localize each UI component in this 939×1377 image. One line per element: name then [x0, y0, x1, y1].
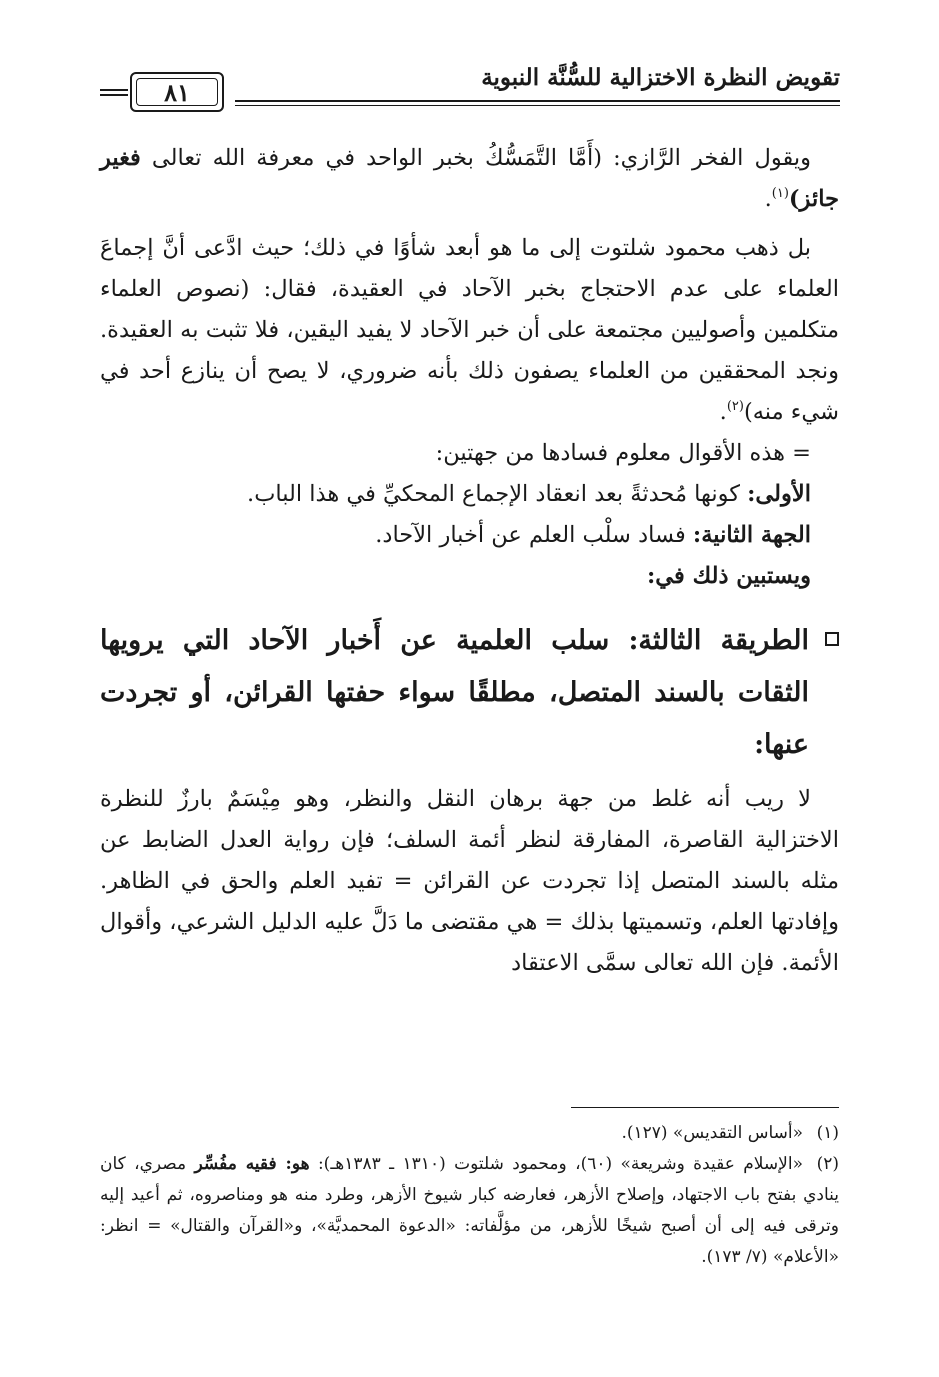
paragraph-shaltut-quote [100, 228, 839, 433]
main-text [100, 138, 839, 984]
paragraph-refutation: لا ريب أنه غلط من جهة برهان النقل والنظر، وهو مِيْسَمٌ بارزٌ للنظرة الاختزالية القاصرة، المفارقة لنظر أئمة السلف؛ فإن رواية العدل الضابط عن مثله بالسند المتصل إذا تجردت عن القرائن = تفيد العلم والحق في الظاهر. وإفادتها العلم، وتسميتها بذلك = هي مقتضى ما دَلَّ عليه الدليل الشرعي، وأقوال الأئمة. فإن الله تعالى سمَّى الاعتقاد [100, 786, 839, 976]
page-number-rule [100, 94, 128, 96]
page-header [100, 62, 840, 112]
paragraph-text: . [764, 186, 772, 212]
square-bullet-icon [825, 632, 839, 646]
footnote-text: مصري، كان ينادي بفتح باب الاجتهاد، وإصلاح الأزهر، فعارضه كبار شيوخ الأزهر، وطرد منه هو ومناصروه، ثم أعيد إليه وترقى فيه إلى أن أصبح شيخًا للأزهر، من مؤلَّفاته: «الدعوة المحمديَّة»، و«القرآن والقتال» = انظر: «الأعلام» (٧/ ١٧٣). [100, 1154, 840, 1267]
paragraph-second-aspect [100, 515, 839, 556]
bold-label: الأولى: [747, 481, 811, 507]
paragraph-text: فساد سلْب العلم عن أخبار الآحاد. [375, 522, 693, 548]
paragraph-text: بل ذهب محمود شلتوت إلى ما هو أبعد شأوًا في ذلك؛ حيث ادَّعى أنَّ إجماعَ العلماء على عدم الاحتجاج بخبر الآحاد في العقيدة، فقال: (نصوص العلماء متكلمين وأصوليين مجتمعة على أن خبر الآحاد لا يفيد اليقين، فلا تثبت به العقيدة. ونجد المحققين من العلماء يصفون ذلك بأنه ضروري، لا يصح أن ينازع أحد في شيء منه) [100, 235, 839, 425]
bold-label: الجهة الثانية: [692, 522, 811, 548]
page-number-frame [130, 72, 224, 112]
footnote-divider [571, 1107, 839, 1108]
footnote-number: (٢) [816, 1154, 839, 1174]
running-title: تقويض النظرة الاختزالية للسُّنَّة النبوية [481, 64, 840, 91]
page-number: ٨١ [136, 78, 218, 106]
header-rule-thin [235, 105, 840, 106]
footnote-number: (١) [816, 1123, 839, 1143]
header-rule [235, 100, 840, 102]
footnotes [100, 1118, 839, 1273]
paragraph-text: . [719, 399, 727, 425]
section-heading: الطريقة الثالثة: سلب العلمية عن أَخبار الآحاد التي يرويها الثقات بالسند المتصل، مطلقًا سواء حفتها القرائن، أو تجردت عنها: [100, 625, 809, 760]
page-number-rule [100, 89, 128, 91]
paragraph-first-aspect [100, 474, 839, 515]
paragraph-razi-quote [100, 138, 839, 220]
section-heading-block [100, 615, 839, 771]
paragraph-text: ويقول الفخر الرَّازي: (أَمَّا التَّمَسُّكُ بخبر الواحد في معرفة الله تعالى [140, 145, 811, 171]
footnote-ref: (٢) [726, 399, 744, 414]
footnote-ref: (١) [771, 186, 789, 201]
paragraph-two-aspects: = هذه الأقوال معلوم فسادها من جهتين: [435, 440, 811, 466]
footnote-text: «أساس التقديس» (١٢٧). [621, 1123, 803, 1143]
bold-text: فغير جائز) [100, 145, 839, 212]
footnote-1 [100, 1118, 839, 1149]
paragraph-text: كونها مُحدثةً بعد انعقاد الإجماع المحكيِّ في هذا الباب. [247, 481, 748, 507]
paragraph-lead-in: ويستبين ذلك في: [646, 563, 811, 589]
footnote-2 [100, 1149, 839, 1273]
footnote-text: «الإسلام عقيدة وشريعة» (٦٠)، ومحمود شلتوت (١٣١٠ ـ ١٣٨٣هـ): [309, 1154, 803, 1174]
footnote-bold-text: هو: فقيه مفُسِّر [194, 1154, 310, 1174]
